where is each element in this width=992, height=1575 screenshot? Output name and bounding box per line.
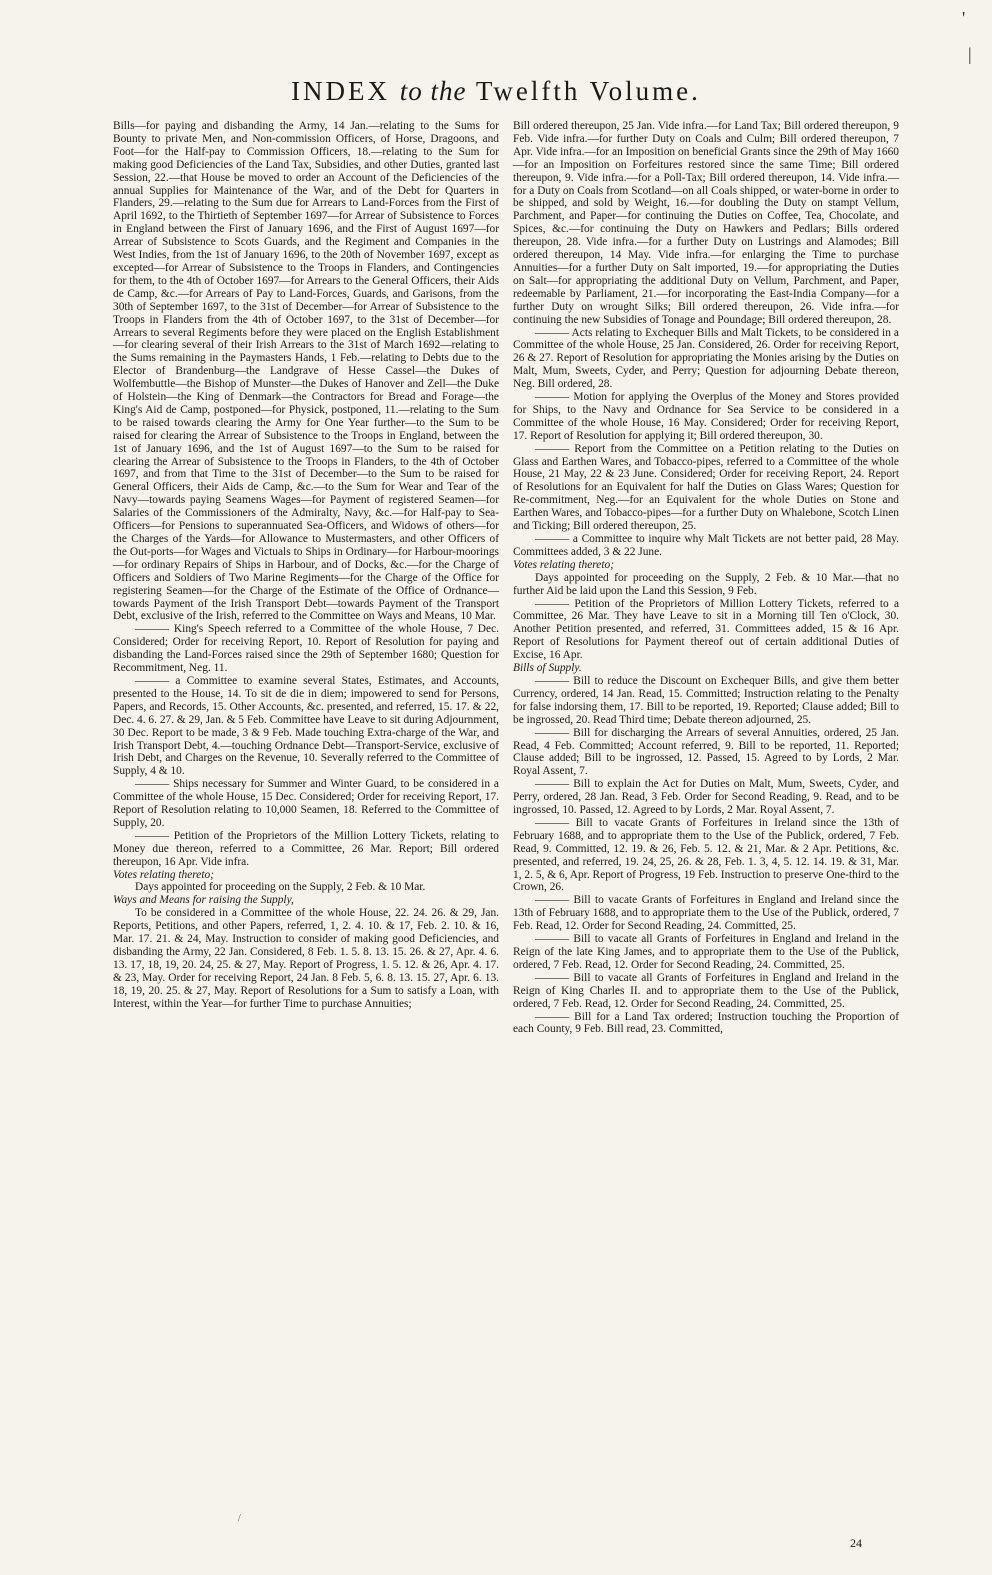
stray-mark: / [238,1513,241,1524]
left-column [113,120,499,1011]
index-entry: ——— Bill to explain the Act for Duties on Malt, Mum, Sweets, Cyder, and Perry, ordered, 28 Jan. Read, 3 Feb. Order for Second Reading, 9. Read, and to be ingrossed, 10. Passed, 12. Agreed to by Lords, 2 Mar. Royal Assent, 7. [513,778,899,817]
index-entry: Bill ordered thereupon, 25 Jan. Vide infra.—for Land Tax; Bill ordered thereupon, 9 Feb. Vide infra.—for further Duty on Coals and Culm; Bill ordered thereupon, 7 Apr. Vide infra.—for an Imposition on beneficial Grants since the 29th of May 1660—for an Imposition on Forfeitures restored since the same Time; Bill ordered thereupon, 9. Vide infra.—for a Poll-Tax; Bill ordered thereupon, 14. Vide infra.—for a Duty on Coals from Scotland—on all Coals shipped, or water-borne in order to be shipped, and sold by Weight, 16.—for doubling the Duty on stampt Vellum, Parchment, and Paper—for continuing the Duties on Coffee, Tea, Chocolate, and Spices, &c.—for continuing the Duty on Hawkers and Pedlars; Bills ordered thereupon, 28. Vide infra.—for a further Duty on Lustrings and Alamodes; Bill ordered thereupon, 14 May. Vide infra.—for enlarging the Time to purchase Annuities—for a further Duty on Salt imported, 19.—for appropriating the Duties on Salt—for appropriating the additional Duty on Vellum, Parchment, and Paper, redeemable by Parliament, 21.—for incorporating the East-India Company—for a further Duty on wrought Silks; Bill ordered thereupon, 26. Vide infra.—for continuing the new Subsidies of Tonage and Poundage; Bill ordered thereupon, 28. [513,120,899,326]
margin-mark-2: ' [962,8,966,28]
catchword: 24 [850,1536,862,1550]
index-entry: Days appointed for proceeding on the Supply, 2 Feb. & 10 Mar.—that no further Aid be laid upon the Land this Session, 9 Feb. [513,571,899,597]
title-italic: to the [399,76,467,106]
page-title [0,76,992,107]
index-entry: ——— Petition of the Proprietors of the Million Lottery Tickets, relating to Money due thereon, referred to a Committee, 26 Mar. Report; Bill ordered thereupon, 16 Apr. Vide infra. [113,829,499,868]
section-heading: Votes relating thereto; [113,868,215,881]
index-entry: ——— Acts relating to Exchequer Bills and Malt Tickets, to be considered in a Committee of the whole House, 25 Jan. Considered, 26. Order for receiving Report, 26 & 27. Report of Resolution for appropriating the Monies arising by the Duties on Malt, Mum, Sweets, Cyder, and Perry; Question for adjourning Debate thereon, Neg. Bill ordered, 28. [513,326,899,391]
index-entry: ——— Bill to vacate Grants of Forfeitures in Ireland since the 13th of February 1688, and to appropriate them to the Use of the Publick, ordered, 7 Feb. Read, 9. Committed, 12. 19. & 26, Feb. 5. 12. & 21, Mar. & 2 Apr. Petitions, &c. presented, and referred, 19. 24, 25, 26. & 28, Feb. 1. 3, 4, 5. 12. 14. 19. & 31, Mar. 1, 2. 5, & 6, Apr. Report of Progress, 19 Feb. Instruction to preserve One-third to the Crown, 26. [513,816,899,894]
section-heading: Bills of Supply. [513,662,582,675]
index-entry: ——— Ships necessary for Summer and Winter Guard, to be considered in a Committee of the whole House, 15 Dec. Considered; Order for receiving Report, 17. Report of Resolution relating to 10,000 Seamen, 18. Referred to the Committee of Supply, 20. [113,778,499,829]
section-heading: Ways and Means for raising the Supply, [113,894,294,907]
index-entry: Days appointed for proceeding on the Supply, 2 Feb. & 10 Mar. [135,881,426,894]
margin-mark-1: | [968,44,972,64]
index-entry: Bills—for paying and disbanding the Army, 14 Jan.—relating to the Sums for Bounty to private Men, and Non-commission Officers, of Horse, Dragoons, and Foot—for the Half-pay to Commission Officers, 18.—relating to the Sum for making good Deficiencies of the Land Tax, Subsidies, and other Duties, granted last Session, 22.—that House be moved to order an Account of the Deficiencies of the annual Supplies for Maintenance of the War, and of the Debt for Quarters in Flanders, 29.—relating to the Sum due for Arrears to Land-Forces from the First of April 1692, to the Thirtieth of September 1697—for Arrear of Subsistence to Forces in England between the First of January 1696, and the First of August 1697—for Arrear of Subsistence to Scots Guards, and the Regiment and Companies in the West Indies, from the 1st of January 1696, to the 20th of November 1697, except as excepted—for Arrear of Subsistence to the Troops in Flanders, and Contingencies for them, to the 4th of October 1697—for Arrears to the General Officers, their Aids de Camp, &c.—for Arrears of Pay to Land-Forces, Guards, and Garisons, from the 30th of September 1697, to the 31st of December—for Arrear of Subsistence to the Troops in Flanders from the 4th of October 1697, to the 31st of December—for Arrears to several Regiments before they were placed on the English Establishment—for clearing several of their Irish Arrears to the 31st of March 1692—relating to the Sums remaining in the Paymasters Hands, 1 Feb.—relating to Debts due to the Elector of Brandenburg—the Landgrave of Hesse Cassel—the Dukes of Wolfembuttle—the Bishop of Munster—the Dukes of Hanover and Zell—the Duke of Holstein—the King of Denmark—the Contractors for Bread and Forage—the King's Aid de Camp, postponed—for Physick, postponed, 11.—relating to the Sum to be raised towards clearing the Army for One Year further—to the Sum to be raised for clearing the Arrear of Subsistence to the Troops in England, between the 1st of January 1696, and the 1st of August 1697—to the Sum to be raised for clearing the Arrear of Subsistence to the Troops in Flanders, to the 4th of October 1697, and from that Time to the 31st of December—to the Sum to be raised for General Officers, their Aids de Camp, &c.—to the Sum for Wear and Tear of the Navy—towards paying Seamens Wages—for Payment of registered Seamen—for Salaries of the Commissioners of the Admiralty, Navy, &c.—for Half-pay to Sea-Officers—for Pensions to superannuated Sea-Officers, and Widows of others—for the Charges of the Yards—for Allowance to Mustermasters, and other Officers of the Out-ports—for Wages and Victuals to Ships in Ordinary—for Harbour-moorings—for ordinary Repairs of Ships in Harbour, and of Docks, &c.—for the Charge of Officers and Soldiers of Two Marine Regiments—for the Charge of the Office for registering Seamen—for the Charge of the Estimate of the Office of Ordnance—towards Payment of the Irish Transport Debt—towards Payment of the Transport Debt, exclusive of the Irish, referred to the Committee on Ways and Means, 10 Mar. [113,120,499,623]
index-entry: ——— a Committee to examine several States, Estimates, and Accounts, presented to the House, 14. To sit de die in diem; impowered to send for Persons, Papers, and Records, 15. Other Accounts, &c. presented, and referred, 15. 17. & 22, Dec. 4. 6. 27. & 29, Jan. & 5 Feb. Committee have Leave to sit during Adjournment, 30 Dec. Report to be made, 3 & 9 Feb. Made touching Extra-charge of the War, and Irish Transport Debt, 4.—touching Ordnance Debt—Transport-Service, exclusive of Irish Debt, and Charges on the Revenue, 10. Severally referred to the Committee of Supply, 4 & 10. [113,674,499,778]
index-entry: ——— Motion for applying the Overplus of the Money and Stores provided for Ships, to the Navy and Ordnance for Sea Service to be considered in a Committee of the whole House, 16 May. Considered; Order for receiving Report, 17. Report of Resolution for applying it; Bill ordered thereupon, 30. [513,391,899,442]
index-entry: ——— a Committee to inquire why Malt Tickets are not better paid, 28 May. Committees added, 3 & 22 June. [513,533,899,558]
right-column [513,120,899,1036]
title-tail: Twelfth Volume. [475,76,701,106]
index-entry: ——— Bill for a Land Tax ordered; Instruction touching the Proportion of each County, 9 Feb. Bill read, 23. Committed, [513,1010,899,1036]
index-entry: ——— Bill for discharging the Arrears of several Annuities, ordered, 25 Jan. Read, 4 Feb. Committed; Account referred, 9. Bill to be reported, 11. Reported; Clause added; Bill to be ingrossed, 12. Passed, 15. Agreed to by Lords, 2 Mar. Royal Assent, 7. [513,726,899,778]
title-main: INDEX [291,76,391,106]
section-heading: Votes relating thereto; [513,558,615,571]
index-entry: ——— Petition of the Proprietors of Million Lottery Tickets, referred to a Committee, 26 Mar. They have Leave to sit in a Morning till Ten o'Clock, 30. Another Petition presented, and referred, 31. Committees added, 15 & 16 Apr. Report of Resolutions for Payment thereof out of certain additional Duties of Excise, 16 Apr. [513,597,899,662]
index-entry: ——— Bill to vacate Grants of Forfeitures in England and Ireland since the 13th of February 1688, and to appropriate them to the Use of the Publick, ordered, 7 Feb. Read, 12. Order for Second Reading, 24. Committed, 25. [513,894,899,933]
index-entry: ——— Report from the Committee on a Petition relating to the Duties on Glass and Earthen Wares, and Tobacco-pipes, referred to a Committee of the whole House, 21 May, 22 & 23 June. Considered; Order for receiving Report, 24. Report of Resolutions for an Equivalent for half the Duties on Glass Wares; Question for Re-commitment, Neg.—for an Equivalent for the whole Duties on Stone and Earthen Wares, and Tobacco-pipes—for a further Duty on Whalebone, Scotch Linen and Ticking; Bill ordered thereupon, 25. [513,442,899,533]
index-entry: To be considered in a Committee of the whole House, 22. 24. 26. & 29, Jan. Reports, Petitions, and other Papers, referred, 1, 2. 4. 10. & 17, Feb. 2. 10. & 16, Mar. 17. 21. & 24, May. Instruction to consider of making good Deficiencies, and disbanding the Army, 22 Jan. Considered, 8 Feb. 1. 5. 8. 13. 15. 26. & 27, Apr. 4. 6. 13. 17, 18, 19, 20. 24, 25. & 27, May. Report of Progress, 1. 5. 12. & 26, Apr. 4. 17. & 23, May. Order for receiving Report, 24 Jan. 8 Feb. 5, 6. 8. 13. 15. 27, Apr. 6. 13. 18, 19, 20. 25. & 27, May. Report of Resolutions for a Sum to satisfy a Loan, with Interest, within the Year—for further Time to purchase Annuities; [113,907,499,1010]
index-entry: ——— Bill to vacate all Grants of Forfeitures in England and Ireland in the Reign of the late King James, and to appropriate them to the Use of the Publick, ordered, 7 Feb. Read, 12. Order for Second Reading, 24. Committed, 25. [513,933,899,971]
index-entry: ——— King's Speech referred to a Committee of the whole House, 7 Dec. Considered; Order for receiving Report, 10. Report of Resolution for paying and disbanding the Land-Forces raised since the 29th of September 1680; Question for Recommitment, Neg. 11. [113,623,499,675]
index-entry: ——— Bill to reduce the Discount on Exchequer Bills, and give them better Currency, ordered, 14 Jan. Read, 15. Committed; Instruction relating to the Penalty for false indorsing them, 17. Bill to be reported, 19. Reported; Clause added; Bill to be ingrossed, 20. Read Third time; Debate thereon adjourned, 25. [513,674,899,726]
index-entry: ——— Bill to vacate all Grants of Forfeitures in England and Ireland in the Reign of King Charles II. and to appropriate them to the Use of the Publick, ordered, 7 Feb. Read, 12. Order for Second Reading, 24. Committed, 25. [513,971,899,1010]
